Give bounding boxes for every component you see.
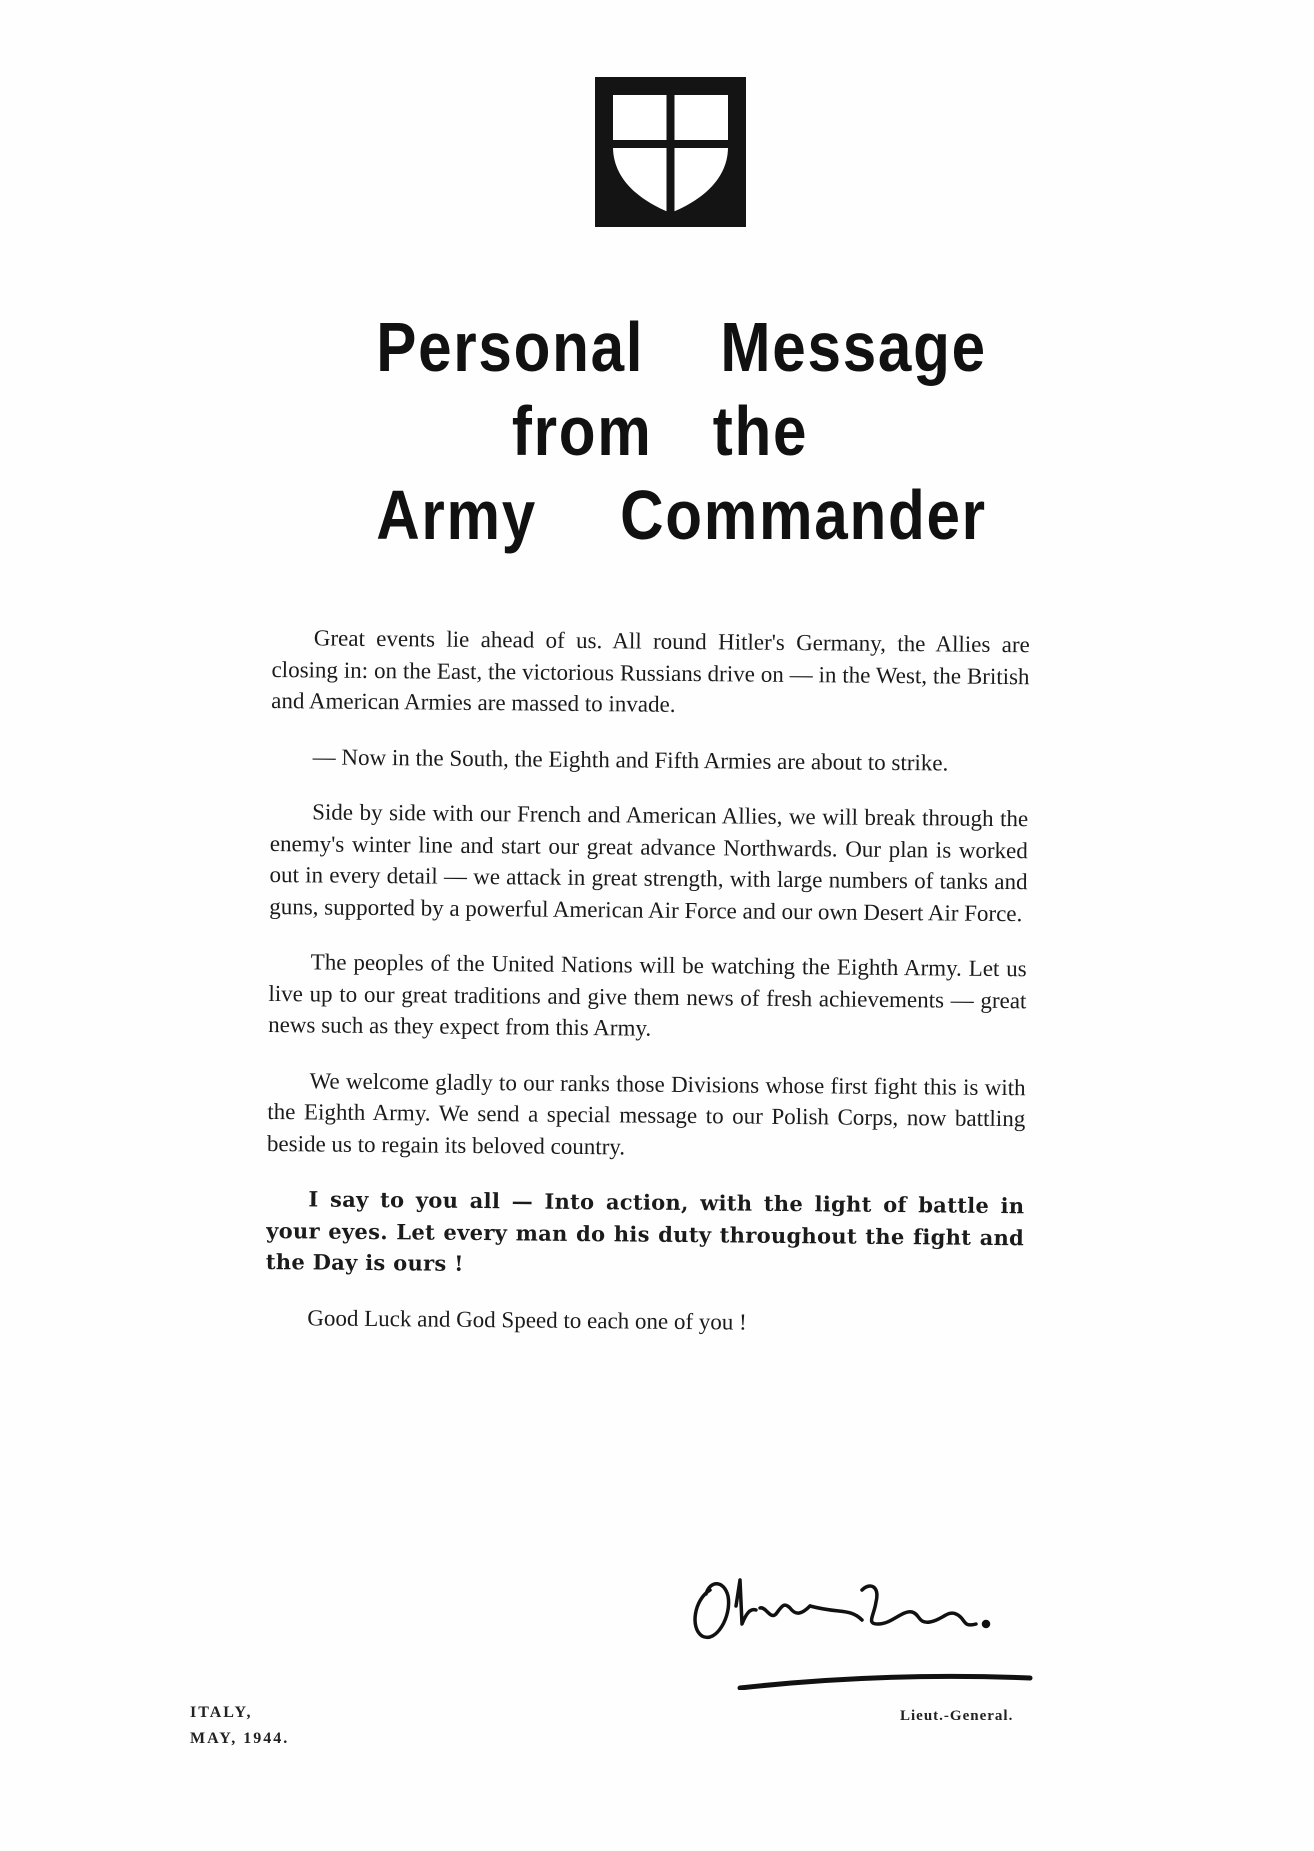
body-paragraph: — Now in the South, the Eighth and Fifth Armies are about to strike. <box>312 743 949 775</box>
date-text: MAY, 1944. <box>190 1730 290 1747</box>
title-word: Message <box>720 308 987 386</box>
shield-cross-icon <box>595 77 746 227</box>
location-date <box>190 1700 289 1752</box>
page-title <box>307 305 1012 557</box>
title-word: from <box>511 392 653 470</box>
title-word: Commander <box>620 476 987 554</box>
body-paragraph: Side by side with our French and American Allies, we will break through the enemy's winter line and start our great advance Northwards. Our plan is worked out in every detail — we attack in great strength, with large numbers of tanks and guns, supported by a powerful American Air Force and our own Desert Air Force. <box>269 799 1029 926</box>
call-to-action-paragraph: I say to you all — Into action, with the light of battle in your eyes. Let every man do his duty throughout the fight and the Day is ours ! <box>265 1186 1025 1276</box>
body-paragraph: We welcome gladly to our ranks those Divisions whose first fight this is with the Eighth Army. We send a special message to our Polish Corps, now battling beside us to regain its beloved country. <box>266 1067 1026 1159</box>
location-text: ITALY, <box>190 1704 253 1721</box>
signatory-rank: Lieut.-General. <box>900 1708 1014 1724</box>
title-word: Army <box>376 476 537 554</box>
body-paragraph: Great events lie ahead of us. All round Hitler's Germany, the Allies are closing in: on the East, the victorious Russians drive on — in the West, the British and American Armies are massed to invade. <box>271 625 1030 717</box>
body-paragraph: The peoples of the United Nations will be watching the Eighth Army. Let us live up to our great traditions and give them news of fresh achievements — great news such as they expect from this Army. <box>268 949 1027 1041</box>
title-word: Personal <box>376 308 645 386</box>
message-body <box>265 622 1030 1364</box>
signature <box>680 1550 1050 1690</box>
closing-line: Good Luck and God Speed to each one of you ! <box>307 1304 747 1335</box>
title-word: the <box>712 392 809 470</box>
